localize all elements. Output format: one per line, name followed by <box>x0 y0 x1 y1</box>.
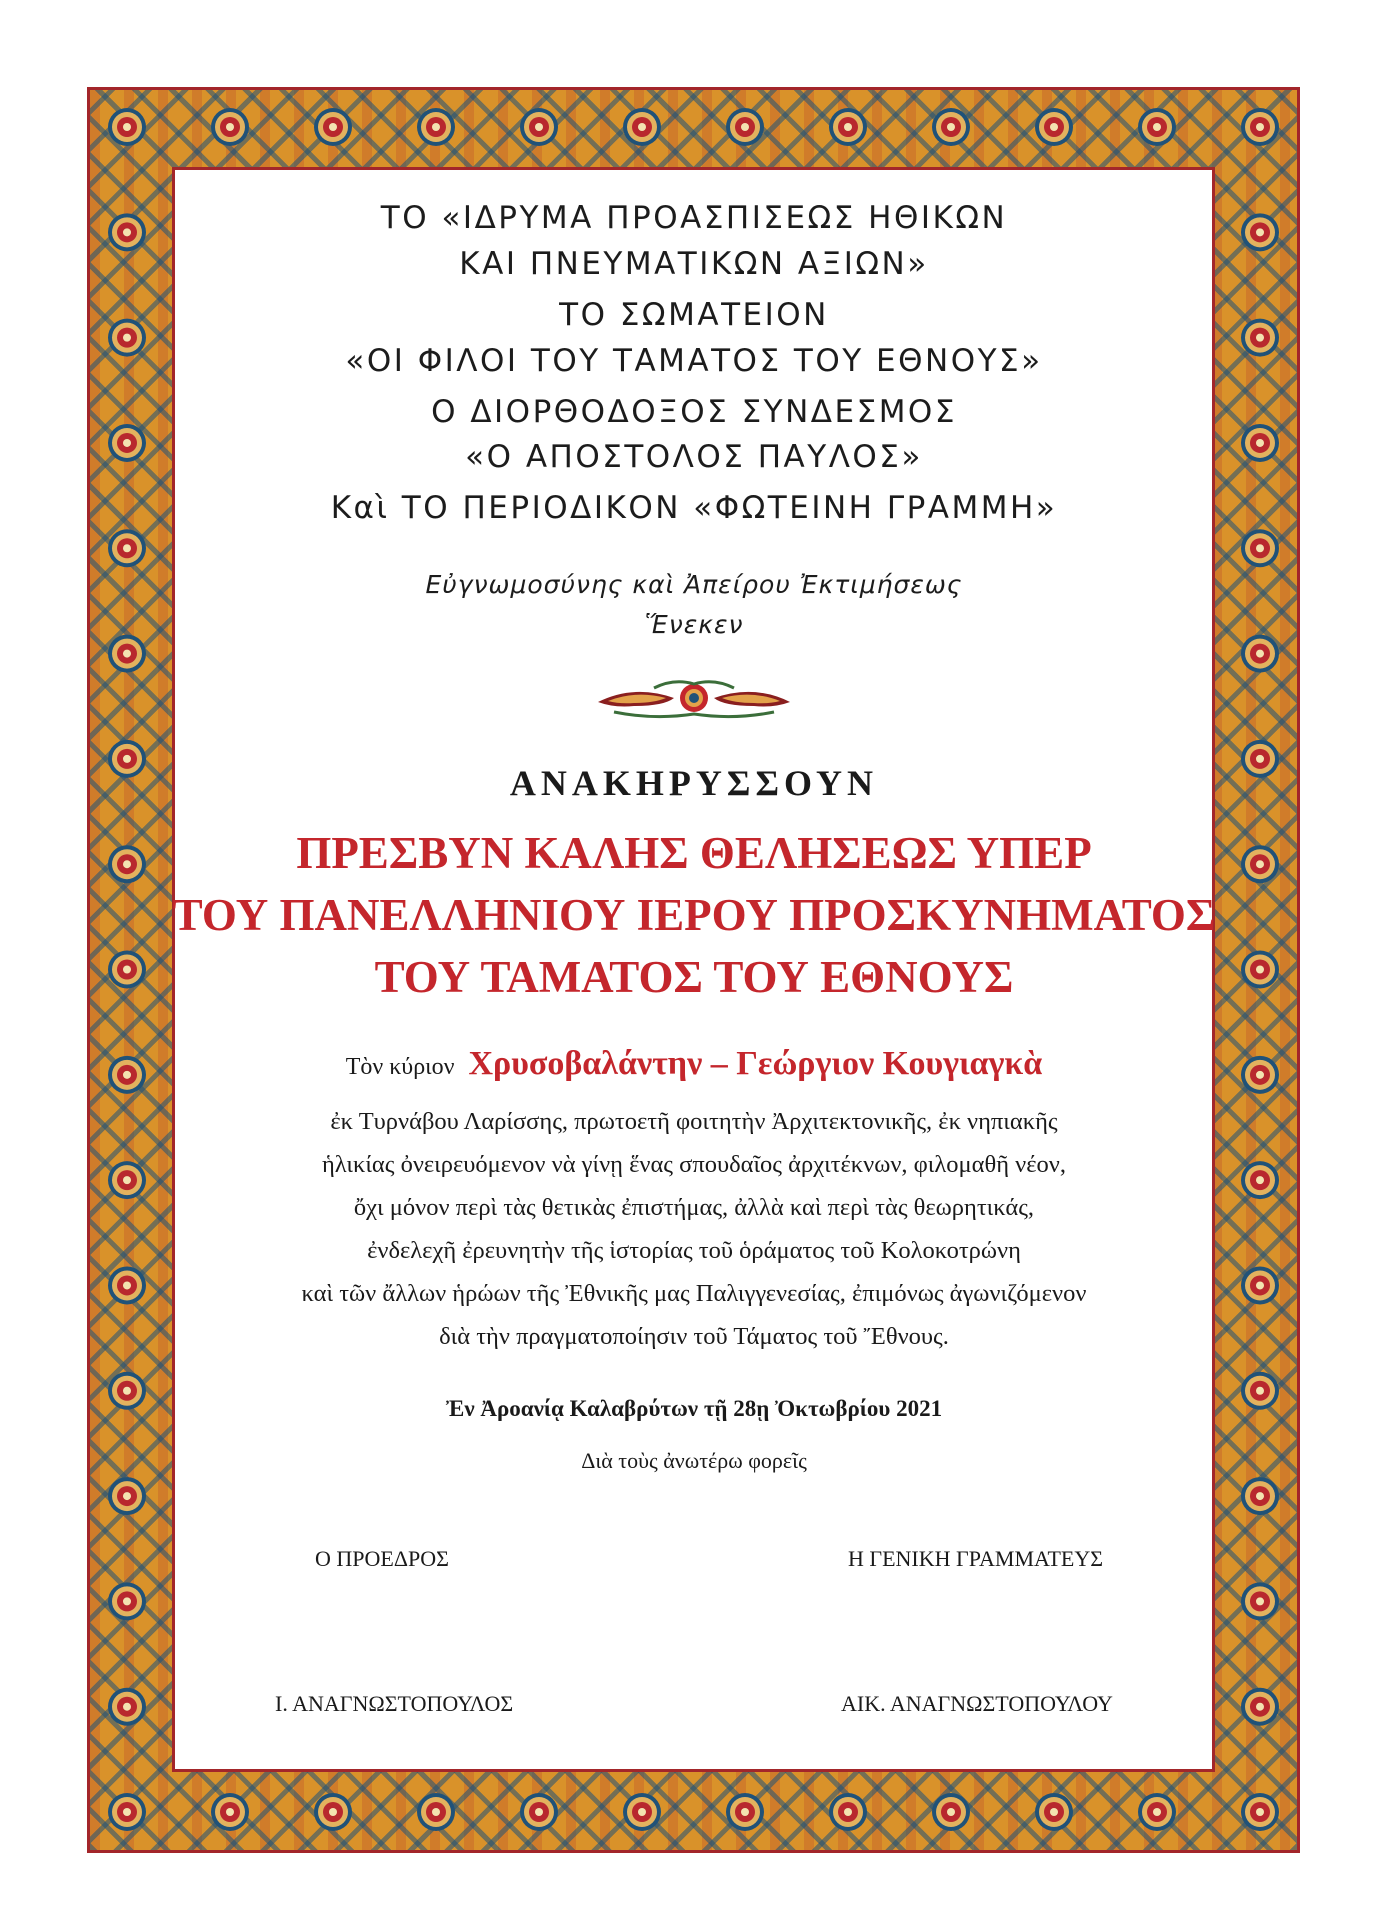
recipient-line <box>0 1045 1388 1083</box>
president-title: Ο ΠΡΟΕΔΡΟΣ <box>315 1546 449 1571</box>
gratitude-line-2: Ἕνεκεν <box>644 610 744 639</box>
header-line-3: ΤΟ ΣΩΜΑΤΕΙΟΝ <box>559 297 829 333</box>
body-line-3: ὄχι μόνον περὶ τὰς θετικὰς ἐπιστήμας, ἀλλὰ καὶ περὶ τὰς θεωρητικάς, <box>353 1194 1035 1221</box>
body-line-6: διὰ τὴν πραγματοποίησιν τοῦ Τάματος τοῦ Ἔθνους. <box>439 1323 949 1350</box>
body-line-2: ἡλικίας ὀνειρευόμενον νὰ γίνῃ ἕνας σπουδαῖος ἀρχιτέκνων, φιλομαθῆ νέον, <box>321 1151 1066 1178</box>
gratitude-line-1: Εὐγνωμοσύνης καὶ Ἀπείρου Ἐκτιμήσεως <box>425 570 963 599</box>
recipient-name: Χρυσοβαλάντην – Γεώργιον Κουγιαγκὰ <box>468 1045 1043 1082</box>
on-behalf-line: Διὰ τοὺς ἀνωτέρω φορεῖς <box>581 1448 807 1473</box>
title-line-3: ΤΟΥ ΤΑΜΑΤΟΣ ΤΟΥ ΕΘΝΟΥΣ <box>374 952 1014 1002</box>
date-place-line: Ἐν Ἀροανίᾳ Καλαβρύτων τῇ 28ῃ Ὀκτωβρίου 2021 <box>445 1396 943 1421</box>
floral-divider-icon <box>594 676 794 722</box>
header-line-2: ΚΑΙ ΠΝΕΥΜΑΤΙΚΩΝ ΑΞΙΩΝ» <box>459 246 929 282</box>
title-line-2: ΤΟΥ ΠΑΝΕΛΛΗΝΙΟΥ ΙΕΡΟΥ ΠΡΟΣΚΥΝΗΜΑΤΟΣ <box>172 890 1216 940</box>
president-name: Ι. ΑΝΑΓΝΩΣΤΟΠΟΥΛΟΣ <box>275 1691 514 1716</box>
title-line-1: ΠΡΕΣΒΥΝ ΚΑΛΗΣ ΘΕΛΗΣΕΩΣ ΥΠΕΡ <box>296 828 1092 878</box>
header-line-6: «Ο ΑΠΟΣΤΟΛΟΣ ΠΑΥΛΟΣ» <box>465 439 923 475</box>
header-line-5: Ο ΔΙΟΡΘΟΔΟΞΟΣ ΣΥΝΔΕΣΜΟΣ <box>431 394 957 430</box>
header-line-4: «ΟΙ ΦΙΛΟΙ ΤΟΥ ΤΑΜΑΤΟΣ ΤΟΥ ΕΘΝΟΥΣ» <box>345 343 1043 379</box>
recipient-prefix: Τὸν κύριον <box>345 1054 455 1080</box>
header-line-7: Καὶ ΤΟ ΠΕΡΙΟΔΙΚΟΝ «ΦΩΤΕΙΝΗ ΓΡΑΜΜΗ» <box>330 490 1058 526</box>
body-line-1: ἐκ Τυρνάβου Λαρίσσης, πρωτοετῆ φοιτητὴν Ἀρχιτεκτονικῆς, ἐκ νηπιακῆς <box>330 1108 1058 1135</box>
body-line-5: καὶ τῶν ἄλλων ἡρώων τῆς Ἐθνικῆς μας Παλιγγενεσίας, ἐπιμόνως ἀγωνιζόμενον <box>301 1280 1087 1307</box>
secretary-name: ΑΙΚ. ΑΝΑΓΝΩΣΤΟΠΟΥΛΟΥ <box>841 1691 1113 1716</box>
header-line-1: ΤΟ «ΙΔΡΥΜΑ ΠΡΟΑΣΠΙΣΕΩΣ ΗΘΙΚΩΝ <box>380 200 1008 236</box>
body-line-4: ἐνδελεχῆ ἐρευνητὴν τῆς ἱστορίας τοῦ ὁράματος τοῦ Κολοκοτρώνη <box>367 1237 1021 1264</box>
proclamation-heading: ΑΝΑΚΗΡΥΣΣΟΥΝ <box>509 763 879 803</box>
secretary-title: Η ΓΕΝΙΚΗ ΓΡΑΜΜΑΤΕΥΣ <box>848 1546 1104 1571</box>
